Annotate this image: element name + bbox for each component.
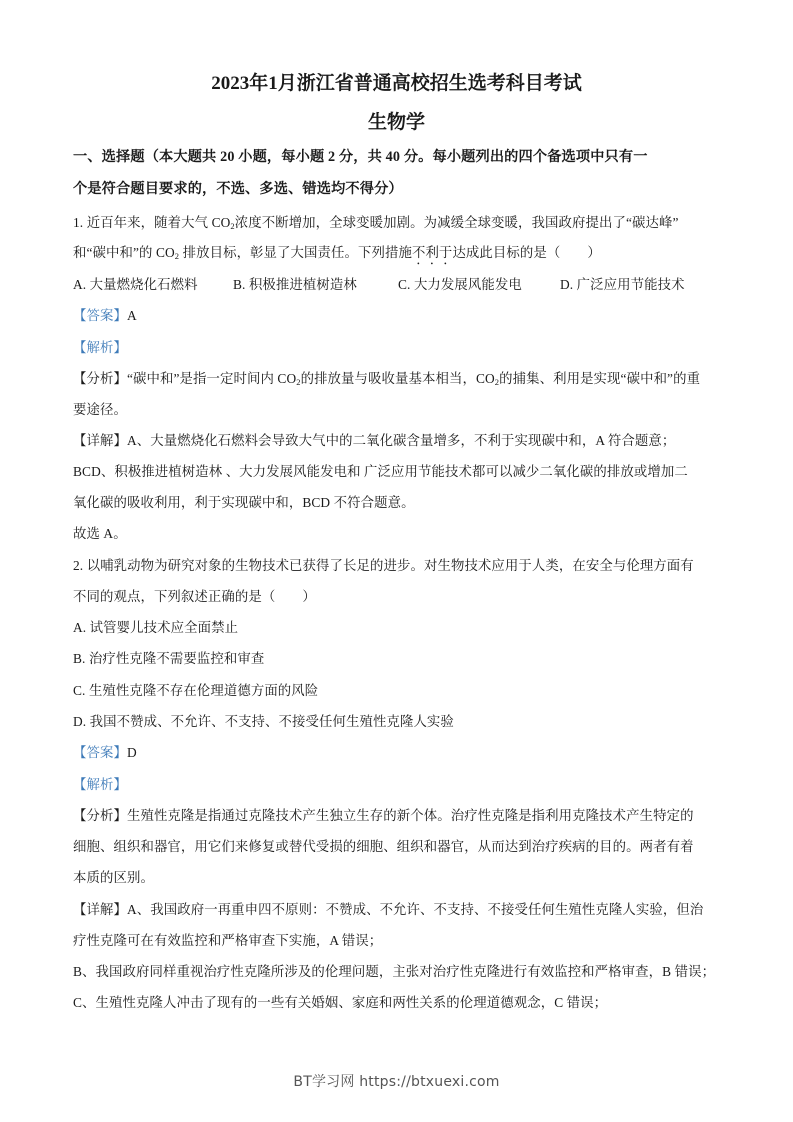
question-1-xiangjie-line-2: BCD、积极推进植树造林 、大力发展风能发电和 广泛应用节能技术都可以减少二氧化碳的排放或增加二 xyxy=(73,464,688,479)
question-1-fenxi-line-1: 【分析】“碳中和”是指一定时间内 $CO_2$的排放量与吸收量基本相当，$CO_2$的捕集、利用是实现“碳中和”的重 xyxy=(73,371,701,387)
question-2-xiangjie-line-4: C、生殖性克隆人冲击了现有的一些有关婚姻、家庭和两性关系的伦理道德观念，C 错误； xyxy=(73,995,608,1010)
question-1-stem-line-1: 1. 近百年来，随着大气 $CO_2$浓度不断增加，全球变暖加剧。为减缓全球变暖，我国政府提出了“碳达峰” xyxy=(73,215,679,231)
emphasized-text: 不利于 xyxy=(411,245,453,260)
option-d: D. 广泛应用节能技术 xyxy=(560,277,685,292)
option-c: C. 大力发展风能发电 xyxy=(398,277,522,292)
footer-watermark: BT学习网 https://btxuexi.com xyxy=(293,1074,500,1090)
question-1-options xyxy=(73,276,723,294)
section-heading-line-1: 一、选择题（本大题共 20 小题，每小题 2 分，共 40 分。每小题列出的四个备选项中只有一 xyxy=(73,149,648,165)
question-2-option-c: C. 生殖性克隆不存在伦理道德方面的风险 xyxy=(73,683,319,698)
fenxi-tag: 【分析】 xyxy=(73,371,127,386)
question-2-option-d: D. 我国不赞成、不允许、不支持、不接受任何生殖性克隆人实验 xyxy=(73,714,454,729)
question-number: 2. xyxy=(73,558,84,573)
fenxi-tag: 【分析】 xyxy=(73,808,127,823)
question-2-stem-line-1: 2. 以哺乳动物为研究对象的生物技术已获得了长足的进步。对生物技术应用于人类，在安全与伦理方面有 xyxy=(73,558,694,573)
question-1-xiangjie-line-1: 【详解】A、大量燃烧化石燃料会导致大气中的二氧化碳含量增多，不利于实现碳中和，A 符合题意； xyxy=(73,433,676,448)
answer-tag: 【答案】 xyxy=(73,308,127,323)
question-1-fenxi-line-2: 要途径。 xyxy=(73,402,127,417)
question-2-option-a: A. 试管婴儿技术应全面禁止 xyxy=(73,620,239,635)
question-2-option-b: B. 治疗性克隆不需要监控和审查 xyxy=(73,651,265,666)
question-1-xiangjie-line-3: 氧化碳的吸收利用，利于实现碳中和，BCD 不符合题意。 xyxy=(73,495,415,510)
question-number: 1. xyxy=(73,215,84,230)
question-1-stem-line-2: 和“碳中和”的 $CO_2$ 排放目标，彰显了大国责任。下列措施不利于达成此目标的是（ ） xyxy=(73,245,601,261)
xiangjie-tag: 【详解】 xyxy=(73,902,127,917)
subject-title: 生物学 xyxy=(367,112,425,133)
question-2-fenxi-line-1: 【分析】生殖性克隆是指通过克隆技术产生独立生存的新个体。治疗性克隆是指利用克隆技术产生特定的 xyxy=(73,808,694,823)
question-2-xiangjie-line-1: 【详解】A、我国政府一再重申四不原则：不赞成、不允许、不支持、不接受任何生殖性克隆人实验，但治 xyxy=(73,902,704,917)
question-2-answer xyxy=(73,744,723,762)
question-2-xiangjie-line-2: 疗性克隆可在有效监控和严格审查下实施，A 错误； xyxy=(73,933,383,948)
question-1-answer xyxy=(73,307,723,325)
option-a: A. 大量燃烧化石燃料 xyxy=(73,277,198,292)
question-2-fenxi-line-3: 本质的区别。 xyxy=(73,870,154,885)
section-heading-line-2: 个是符合题目要求的，不选、多选、错选均不得分） xyxy=(73,181,403,197)
answer-tag: 【答案】 xyxy=(73,745,127,760)
question-2-analysis-tag: 【解析】 xyxy=(73,777,127,792)
xiangjie-tag: 【详解】 xyxy=(73,433,127,448)
option-b: B. 积极推进植树造林 xyxy=(233,277,357,292)
exam-title: 2023年1月浙江省普通高校招生选考科目考试 xyxy=(211,73,582,94)
question-1-analysis-tag: 【解析】 xyxy=(73,340,127,355)
question-1-conclusion: 故选 A。 xyxy=(73,526,127,541)
answer-value: A xyxy=(126,308,137,323)
question-2-xiangjie-line-3: B、我国政府同样重视治疗性克隆所涉及的伦理问题，主张对治疗性克隆进行有效监控和严格审查，B 错误； xyxy=(73,964,716,979)
question-2-stem-line-2: 不同的观点，下列叙述正确的是（ ） xyxy=(73,589,316,604)
answer-value: D xyxy=(126,745,137,760)
question-2-fenxi-line-2: 细胞、组织和器官，用它们来修复或替代受损的细胞、组织和器官，从而达到治疗疾病的目的。两者有着 xyxy=(73,839,694,854)
